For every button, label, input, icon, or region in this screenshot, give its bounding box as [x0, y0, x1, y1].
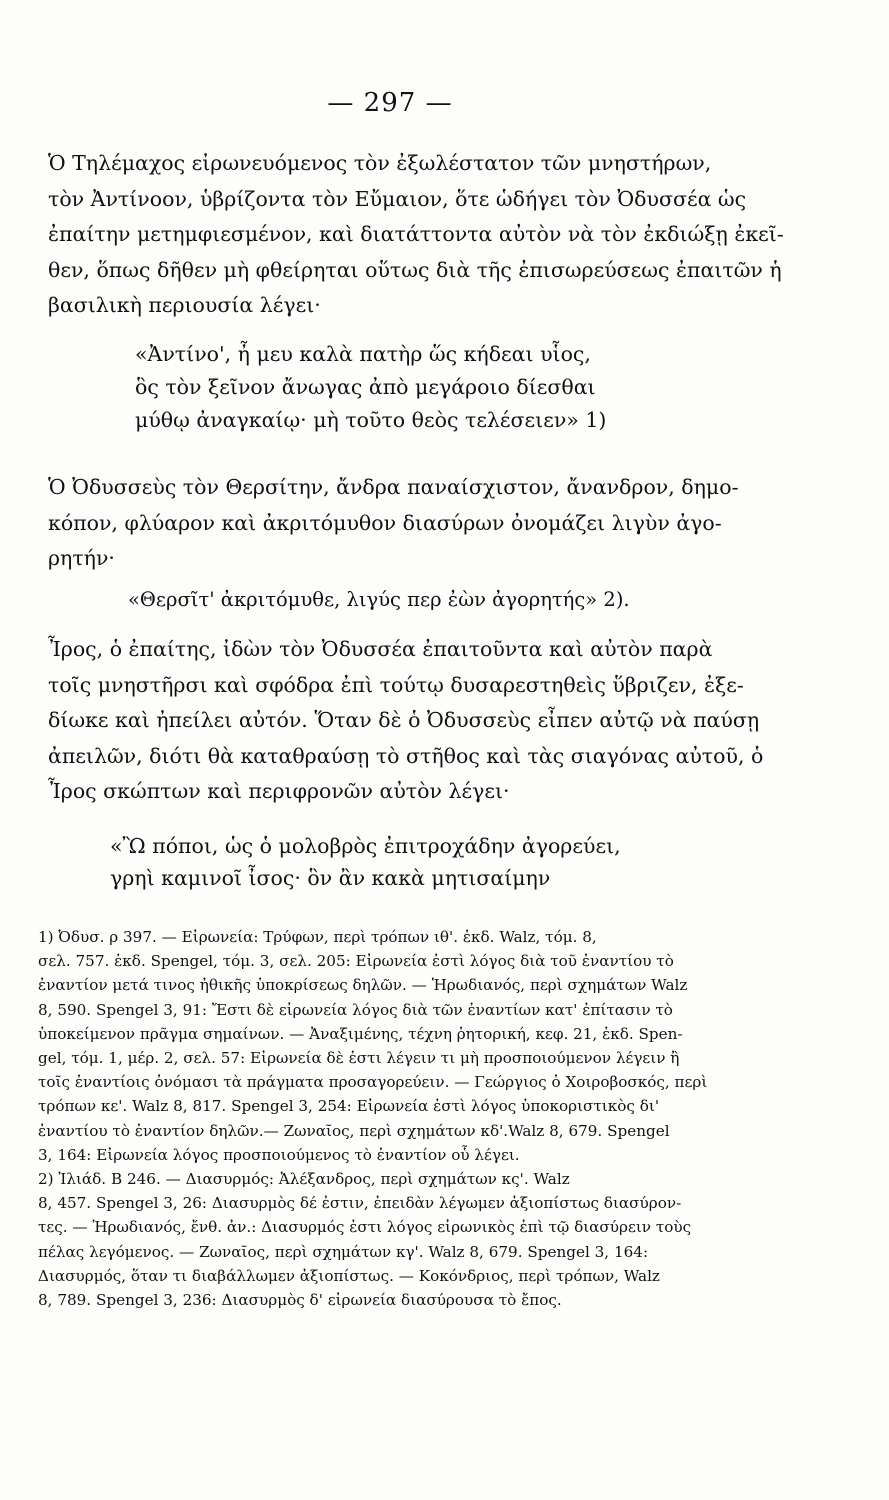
text-line: τοῖς μνηστῆρσι καὶ σφόδρα ἐπὶ τούτῳ δυσαρεστηθεὶς ὕβριζεν, ἐξε-	[48, 672, 744, 697]
footnote-line: τρόπων κε'. Walz 8, 817. Spengel 3, 254: Εἰρωνεία ἐστὶ λόγος ὑποκοριστικὸς δι'	[38, 1097, 659, 1116]
paragraph-iros	[48, 632, 773, 810]
footnote-line: τοῖς ἐναντίοις ὀνόμασι τὰ πράγματα προσαγορεύειν. — Γεώργιος ὁ Χοιροβοσκός, περὶ	[38, 1073, 708, 1092]
verse-quote-antinous	[135, 338, 695, 437]
page-number: — 297 —	[327, 88, 453, 118]
footnotes	[38, 925, 768, 1312]
footnote-line: τες. — Ἡρωδιανός, ἔνθ. ἀν.: Διασυρμός ἐστι λόγος εἰρωνικὸς ἐπὶ τῷ διασύρειν τοὺς	[38, 1218, 692, 1237]
verse-line: γρηὶ καμινοῖ ἶσος· ὃν ἂν κακὰ μητισαίμην	[110, 866, 551, 890]
footnote-line: 8, 457. Spengel 3, 26: Διασυρμὸς δέ ἐστιν, ἐπειδὰν λέγωμεν ἀξιοπίστως διασύρον-	[38, 1194, 682, 1213]
verse-quote-thersites	[128, 585, 728, 615]
footnote-line: 3, 164: Εἰρωνεία λόγος προσποιούμενος τὸ ἐναντίον οὗ λέγει.	[38, 1145, 520, 1164]
footnote-line: 8, 789. Spengel 3, 236: Διασυρμὸς δ' εἰρωνεία διασύρουσα τὸ ἔπος.	[38, 1291, 562, 1310]
footnote-line: 1) Ὀδυσ. ρ 397. — Εἰρωνεία: Τρύφων, περὶ τρόπων ιθ'. ἐκδ. Walz, τόμ. 8,	[38, 928, 597, 946]
text-line: τὸν Ἀντίνοον, ὑβρίζοντα τὸν Εὔμαιον, ὅτε ὡδήγει τὸν Ὀδυσσέα ὡς	[48, 186, 747, 211]
text-line: δίωκε καὶ ἠπείλει αὐτόν. Ὅταν δὲ ὁ Ὀδυσσεὺς εἶπεν αὐτῷ νὰ παύσῃ	[48, 708, 760, 732]
verse-quote-iros	[110, 830, 710, 894]
text-line: Ἶρος σκώπτων καὶ περιφρονῶν αὐτὸν λέγει·	[48, 779, 510, 803]
verse-line: «Θερσῖτ' ἀκριτόμυθε, λιγύς περ ἐὼν ἀγορητής» 2).	[128, 588, 630, 611]
verse-line: «Ἀντίνο', ἦ μευ καλὰ πατὴρ ὥς κήδεαι υἷος,	[135, 342, 591, 366]
text-line: ἐπαίτην μετημφιεσμένον, καὶ διατάττοντα αὐτὸν νὰ τὸν ἐκδιώξῃ ἐκεῖ-	[48, 222, 784, 246]
text-line: Ὁ Ὀδυσσεὺς τὸν Θερσίτην, ἄνδρα παναίσχιστον, ἄνανδρον, δημο-	[48, 475, 739, 499]
paragraph-odysseus-thersites	[48, 470, 773, 577]
text-line: ἀπειλῶν, διότι θὰ καταθραύσῃ τὸ στῆθος καὶ τὰς σιαγόνας αὐτοῦ, ὁ	[48, 743, 764, 768]
footnote-line: ὑποκείμενον πρᾶγμα σημαίνων. — Ἀναξιμένης, τέχνη ῥητορική, κεφ. 21, ἐκδ. Spen-	[38, 1024, 683, 1043]
footnote-line: πέλας λεγόμενος. — Ζωναῖος, περὶ σχημάτων κγ'. Walz 8, 679. Spengel 3, 164:	[38, 1242, 649, 1261]
footnote-line: Διασυρμός, ὅταν τι διαβάλλωμεν ἀξιοπίστως. — Κοκόνδριος, περὶ τρόπων, Walz	[38, 1266, 660, 1285]
text-line: θεν, ὅπως δῆθεν μὴ φθείρηται οὕτως διὰ τῆς ἐπισωρεύσεως ἐπαιτῶν ἡ	[48, 257, 782, 282]
text-line: βασιλικὴ περιουσία λέγει·	[48, 293, 321, 317]
footnote-line: 2) Ἰλιάδ. Β 246. — Διασυρμός: Ἀλέξανδρος, περὶ σχημάτων κς'. Walz	[38, 1170, 570, 1189]
paragraph-telemachus	[48, 146, 784, 324]
verse-line: ὃς τὸν ξεῖνον ἄνωγας ἀπὸ μεγάροιο δίεσθαι	[135, 375, 596, 399]
footnote-line: ἐναντίου τὸ ἐναντίον δηλῶν.— Ζωναῖος, περὶ σχημάτων κδ'.Walz 8, 679. Spengel	[38, 1121, 670, 1140]
footnote-line: ἐναντίον μετά τινος ἠθικῆς ὑποκρίσεως δηλῶν. — Ἡρωδιανός, περὶ σχημάτων Walz	[38, 976, 688, 995]
footnote-line: 8, 590. Spengel 3, 91: Ἔστι δὲ εἰρωνεία λόγος διὰ τῶν ἐναντίων κατ' ἐπίτασιν τὸ	[38, 1000, 673, 1019]
text-line: κόπον, φλύαρον καὶ ἀκριτόμυθον διασύρων ὀνομάζει λιγὺν ἀγο-	[48, 510, 722, 535]
verse-line: «Ὢ πόποι, ὡς ὁ μολοβρὸς ἐπιτροχάδην ἀγορεύει,	[110, 834, 621, 858]
footnote-line: σελ. 757. ἐκδ. Spengel, τόμ. 3, σελ. 205: Εἰρωνεία ἐστὶ λόγος διὰ τοῦ ἐναντίου τὸ	[38, 952, 674, 971]
text-line: Ὁ Τηλέμαχος εἰρωνευόμενος τὸν ἐξωλέστατον τῶν μνηστήρων,	[48, 151, 712, 175]
footnote-line: gel, τόμ. 1, μέρ. 2, σελ. 57: Εἰρωνεία δὲ ἐστι λέγειν τι μὴ προσποιούμενον λέγειν ἢ	[38, 1049, 680, 1068]
text-line: ρητήν·	[48, 546, 115, 570]
text-line: Ἶρος, ὁ ἐπαίτης, ἰδὼν τὸν Ὀδυσσέα ἐπαιτοῦντα καὶ αὐτὸν παρὰ	[48, 637, 713, 661]
verse-line: μύθῳ ἀναγκαίῳ· μὴ τοῦτο θεὸς τελέσειεν» 1)	[135, 408, 607, 432]
